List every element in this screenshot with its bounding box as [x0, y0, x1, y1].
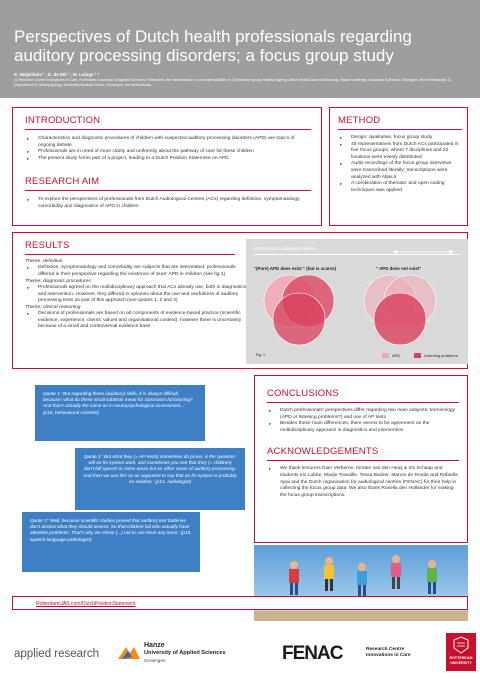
applied-research-text: applied research	[14, 648, 100, 660]
results-heading: RESULTS	[25, 240, 70, 251]
right-venn-label: " APD does not exist"	[376, 266, 422, 271]
introduction-rule	[25, 129, 311, 130]
quote-2: Quote 2: 'But what they (= AP-tests) sometimes do prove, is the question: will an fm system work, and sometimes you see that they (= children) don't fall speech in noise areas but on other areas of auditory processing. And then we use this as an argument to say that an fm system is probably no solution.' (p13, audiologist)	[75, 448, 245, 510]
arrow-head-right	[449, 250, 454, 255]
list-item: ▸ Decisions of professionals are based on all components of evidence-based practice (scientific evidence, experience, clients' values and organisational context), however there is uncertainty because of a small and controversial evidence base	[25, 311, 247, 331]
list-item: ▸ 45 representatives from Dutch ACs participated in five focus groups, where 7 disciplines and 22 locations were evenly distributed	[338, 142, 462, 162]
research-aim-list	[25, 197, 311, 210]
legend-lp: Listening problems	[424, 353, 458, 358]
method-heading: METHOD	[338, 115, 381, 126]
research-aim-rule	[25, 190, 311, 191]
list-item: ▸ Design: qualitative, focus group study	[338, 135, 462, 142]
legend-apd-swatch	[382, 353, 389, 358]
venn-right-c	[374, 293, 426, 345]
introduction-heading: INTRODUCTION	[25, 115, 101, 126]
acknowledgements-list	[267, 466, 459, 499]
list-item: ▸ Besides these main differences, there seems to be agreement on the multidisciplinary approach in diagnostics and intervention	[267, 421, 459, 434]
results-list-3	[25, 311, 247, 331]
conclusions-list	[267, 408, 459, 434]
fenac-logo: FENAC	[282, 643, 343, 664]
fig-label: Fig. 1	[256, 353, 265, 357]
rc-line2: Innovations in Care	[366, 653, 411, 658]
list-item: ▸ Dutch professionals' perspectives differ regarding two main subjects: terminology (APD or listening problems?) and use of AP tests	[267, 408, 459, 421]
conclusions-rule	[267, 402, 459, 403]
legend-apd: APD	[392, 353, 401, 358]
list-item: ▸ Professionals are in need of more clarity and uniformity about the pathway of care for these children	[25, 149, 311, 156]
figure-venn	[246, 239, 468, 364]
list-item: ▸ A combination of thematic and open coding techniques was applied	[338, 181, 462, 194]
theme-definition: Theme: definition	[25, 259, 63, 264]
method-rule	[338, 129, 462, 130]
method-list	[338, 135, 462, 194]
rotterdam-line1: ROTTERDAM	[449, 656, 473, 660]
intro-aim-box	[12, 107, 322, 226]
acknowledgements-heading: ACKNOWLEDGEMENTS	[267, 446, 379, 458]
hanze-city: Groningen	[144, 658, 166, 663]
list-item: ▸ Characteristics and diagnostic procedures of children with suspected auditory processing disorders (APD) are topics of ongoing debate	[25, 136, 311, 149]
rotterdam-emblem-icon	[446, 636, 476, 656]
results-rule	[25, 254, 235, 255]
footer	[0, 633, 480, 679]
list-item: ▸ The present study forms part of a project, leading to a Dutch Position Statement on APD	[25, 156, 311, 163]
header-banner	[0, 0, 480, 98]
hanze-name: Hanze	[144, 642, 165, 649]
quote-3: Quote 3: 'Well, because scientific studies proved that auditory test batteries don't assess what they should assess. So that children fail who actually have attention problems. That's why we chose (...) not to use them any more.' (p15, speech-language pathologist)	[22, 512, 200, 572]
conclusions-heading: CONCLUSIONS	[267, 388, 339, 399]
results-list-2	[25, 285, 247, 305]
venn-svg	[246, 239, 468, 364]
authors: K. Neijenhuis ¹ , E. de Wit ² , M. Luinge ¹ ³	[14, 72, 99, 77]
list-item: ▸ Definition, symptomatology and comorbidity are subjects that are interrelated; professionals differed in their perspective regarding the existence of 'pure' APD in children (see fig 1)	[25, 265, 247, 278]
photo-ground	[254, 611, 468, 621]
rc-line1: Research Centre	[366, 647, 405, 652]
rotterdam-line2: UNIVERSITY	[450, 661, 472, 665]
theme-clinical: Theme: clinical reasoning	[25, 304, 81, 310]
hanze-logo-icon	[116, 643, 142, 663]
left-venn-label: "(Pure) APD does exist " (but is scarce)	[254, 266, 337, 271]
poster-title: Perspectives of Dutch health professionals regarding auditory processing disorders; a focus group study	[14, 27, 412, 65]
conclusions-box	[254, 375, 468, 543]
list-item: ▸ We thank lecturers Dian Verberne, Kirsten van den Heuij & Iris Schaap and students Iris Lubbe, Marije Travaille, Tessa Backer, Manon de Ronde and Rafaella Apai and the Dutch organisation for audiological centres (FENAC) for their help in collecting the focus group data. We also thank Rosella den Hollander for making the focus group transcriptions.	[267, 466, 459, 499]
affiliation: 1) Research Centre Innovations in Care, Rotterdam University of Applied Sciences, Rotterdam, the Netherlands; c.a.m.neijenhuis@hr.nl; 2) Research group Healthy Ageing, Allied Health Care and Nursing, Hanze University of Applied Sciences, Groningen, the Netherlands; 3) Department of Otolaryngology, University Medical Center, Groningen, the Netherlands.	[14, 78, 451, 87]
position-statement-link[interactable]: RotterdamUAS.com/DutchPositionStatement	[36, 601, 136, 607]
venn-left-lp-b	[273, 293, 325, 345]
legend-lp-swatch	[414, 353, 421, 358]
list-item: ▸ Audio recordings of the focus group interviews were transcribed literally; transcriptions were analyzed with Atlas.ti	[338, 161, 462, 181]
quote-1: Quote 1: 'But regarding these (auditory) skills, it is always difficult, because: what do these small subtests mean for classroom functioning? And that's actually the same as in neuropsychological assessment...' (p16, behavioural scientist)	[35, 385, 205, 441]
list-item: ▸ Professionals agreed on the multidisciplinary approach that ACs already use, both in diagnostics and intervention. However, they differed in opinions about the use and usefulness of auditory processing tests as part of this approach (see quotes 1, 2 and 3)	[25, 285, 247, 305]
arrow-head-left	[392, 250, 397, 255]
research-aim-heading: RESEARCH AIM	[25, 176, 100, 188]
figure-title: APD versus Listening problems	[254, 246, 317, 251]
rotterdam-logo	[446, 633, 476, 671]
method-box	[329, 107, 468, 226]
acknowledgements-rule	[267, 460, 459, 461]
hanze-sub: University of Applied Sciences	[144, 650, 226, 656]
results-list-1	[25, 265, 247, 278]
introduction-list	[25, 136, 311, 162]
list-item: ▸ To explore the perspectives of professionals from Dutch Audiological Centres (ACs) regarding definition, symptomatology, comorbidity and diagnostics of APD in children	[25, 197, 311, 210]
theme-diagnostic: Theme: diagnostic procedures	[25, 278, 91, 284]
